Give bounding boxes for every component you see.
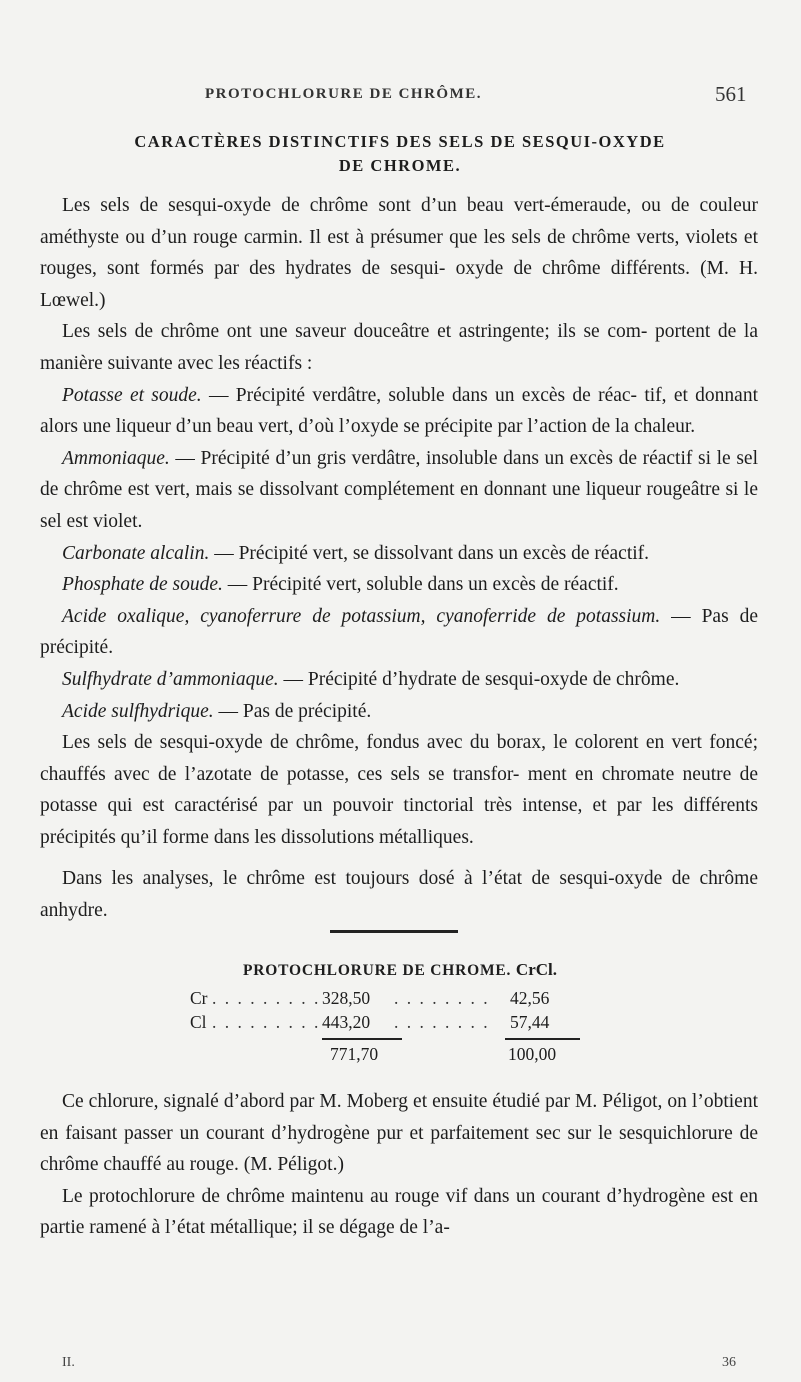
element-symbol: Cr — [190, 988, 208, 1008]
table-row — [0, 1012, 801, 1040]
leader-dots: . . . . . . . . — [394, 988, 490, 1008]
percent-value: 57,44 — [510, 1012, 550, 1032]
reagent-name: Phosphate de soude. — [62, 574, 223, 596]
paragraph-reagent: Potasse et soude. — Précipité verdâtre, soluble dans un excès de réac- tif, et donnant alors une liqueur d’un beau vert, d’où l’oxyde se précipite par l’action de la chaleur. — [40, 384, 759, 438]
sum-rule — [505, 1038, 580, 1040]
section-divider — [330, 930, 458, 933]
total-mass: 771,70 — [330, 1044, 379, 1064]
composition-table — [0, 988, 801, 1078]
mass-value: 443,20 — [322, 1012, 371, 1032]
reagent-name: Acide sulfhydrique. — [62, 700, 214, 722]
mass-value: 328,50 — [322, 988, 371, 1008]
compound-body — [40, 1086, 758, 1244]
reagent-name: Carbonate alcalin. — [62, 542, 210, 564]
element-symbol: Cl — [190, 1012, 207, 1032]
paragraph-reagent: Ammoniaque. — Précipité d’un gris verdâtre, insoluble dans un excès de réactif si le sel de chrôme est vert, mais se dissolvant complétement en donnant une liqueur rougeâtre si le sel est violet. — [40, 447, 758, 532]
sheet-number: 36 — [722, 1355, 736, 1370]
sum-rule — [322, 1038, 402, 1040]
page-number: 561 — [715, 82, 747, 106]
paragraph-reagent: Phosphate de soude. — Précipité vert, soluble dans un excès de réactif. — [62, 574, 619, 596]
leader-dots: . . . . . . . . . — [212, 1012, 321, 1032]
reagent-name: Sulfhydrate d’ammoniaque. — [62, 668, 279, 690]
total-percent: 100,00 — [508, 1044, 557, 1064]
section-heading-line-2: DE CHROME. — [338, 156, 462, 175]
compound-name: PROTOCHLORURE DE CHROME. — [243, 962, 512, 979]
paragraph-reagent: Carbonate alcalin. — Précipité vert, se dissolvant dans un excès de réactif. — [62, 542, 650, 564]
running-head-title: PROTOCHLORURE DE CHRÔME. — [205, 86, 482, 102]
leader-dots: . . . . . . . . . — [212, 988, 321, 1008]
signature-mark: II. — [62, 1355, 75, 1370]
page-footer — [0, 1355, 801, 1377]
reagent-name: Potasse et soude. — [62, 384, 202, 406]
leader-dots: . . . . . . . . — [394, 1012, 490, 1032]
compound-heading — [40, 960, 760, 980]
section-heading-line-1: CARACTÈRES DISTINCTIFS DES SELS DE SESQUI-OXYDE — [134, 132, 666, 151]
section-heading — [40, 130, 760, 178]
paragraph-reagent: Acide sulfhydrique. — Pas de précipité. — [62, 700, 372, 722]
paragraph-reagent: Sulfhydrate d’ammoniaque. — Précipité d’hydrate de sesqui-oxyde de chrôme. — [62, 668, 680, 690]
paragraph: Les sels de chrôme ont une saveur douceâtre et astringente; ils se com- portent de la manière suivante avec les réactifs : — [40, 321, 758, 374]
percent-value: 42,56 — [510, 988, 550, 1008]
paragraph: Les sels de sesqui-oxyde de chrôme, fondus avec du borax, le colorent en vert foncé; chauffés avec de l’azotate de potasse, ces sels se transfor- ment en chromate neutre de potasse qui est caractérisé par un pouvoir tinctorial très intense, et par les différents précipités qu’il forme dans les dissolutions métalliques. — [40, 732, 758, 848]
reagent-name: Acide oxalique, cyanoferrure de potassium, cyanoferride de potassium. — [62, 605, 661, 627]
running-head — [0, 80, 801, 110]
compound-formula: CrCl. — [515, 960, 557, 979]
section-body — [40, 190, 758, 927]
paragraph: Ce chlorure, signalé d’abord par M. Moberg et ensuite étudié par M. Péligot, on l’obtient en faisant passer un courant d’hydrogène pur et parfaitement sec sur le sesquichlorure de chrôme chauffé au rouge. (M. Péligot.) — [40, 1091, 758, 1176]
paragraph-reagent: Acide oxalique, cyanoferrure de potassium, cyanoferride de potassium. — Pas de précipité. — [40, 605, 758, 659]
paragraph: Dans les analyses, le chrôme est toujours dosé à l’état de sesqui-oxyde de chrôme anhydre. — [40, 868, 758, 922]
paragraph: Le protochlorure de chrôme maintenu au rouge vif dans un courant d’hydrogène est en partie ramené à l’état métallique; il se dégage de l’a- — [40, 1185, 758, 1239]
reagent-name: Ammoniaque. — [62, 447, 170, 469]
paragraph: Les sels de sesqui-oxyde de chrôme sont d’un beau vert-émeraude, ou de couleur améthyste ou d’un rouge carmin. Il est à présumer que les sels de chrôme verts, violets et rouges, sont formés par des hydrates de sesqui- oxyde de chrôme différents. (M. H. Lœwel.) — [40, 195, 758, 311]
